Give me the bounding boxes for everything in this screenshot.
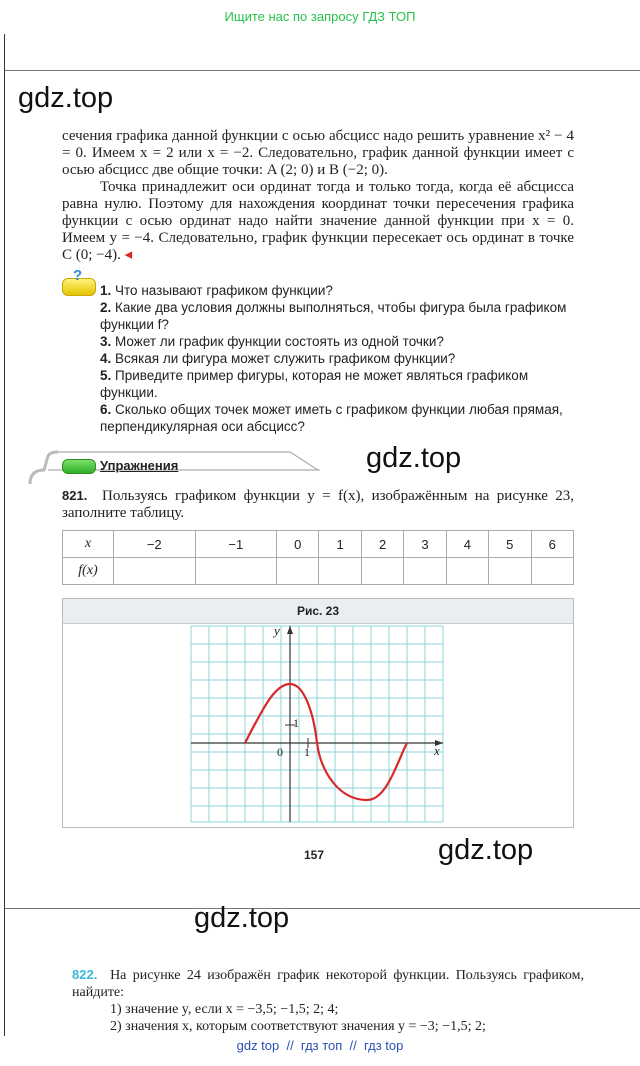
table-header-x: x: [63, 531, 114, 558]
exercise-821: [62, 487, 574, 522]
table-cell-empty: [446, 558, 488, 585]
exercise-text: Пользуясь графиком функции y = f(x), изображённым на рисунке 23, заполните таблицу.: [62, 488, 574, 521]
y-axis-arrow-icon: [287, 626, 293, 634]
watermark: gdz.top: [366, 442, 462, 474]
exercise-822: [72, 966, 584, 1035]
watermark: gdz.top: [194, 902, 290, 934]
y-axis-label: y: [274, 623, 280, 638]
question-item: 2. Какие два условия должны выполняться, чтобы фигура была графиком функции f?: [100, 300, 567, 332]
exercise-text: На рисунке 24 изображён график некоторой функции. Пользуясь графиком, найдите:: [72, 968, 584, 1000]
table-cell-empty: [319, 558, 361, 585]
footer-links[interactable]: gdz top // гдз топ // гдз top: [236, 1038, 404, 1053]
question-item: 1. Что называют графиком функции?: [100, 283, 333, 298]
table-cell-empty: [489, 558, 531, 585]
table-cell: 3: [404, 531, 446, 558]
table-cell-empty: [404, 558, 446, 585]
watermark: gdz.top: [438, 834, 534, 866]
watermark: gdz.top: [18, 82, 114, 114]
exercises-heading: Упражнения: [100, 458, 179, 473]
figure-23: [62, 598, 574, 828]
question-item: 3. Может ли график функции состоять из одной точки?: [100, 334, 444, 349]
table-cell: 6: [531, 531, 574, 558]
question-item: 6. Сколько общих точек может иметь с графиком функции любая прямая, перпендикулярная оси абсцисс?: [100, 402, 563, 434]
question-item: 4. Всякая ли фигура может служить графиком функции?: [100, 351, 456, 366]
table-cell-empty: [361, 558, 403, 585]
origin-label: 0: [277, 745, 283, 759]
table-cell: 4: [446, 531, 488, 558]
table-cell-empty: [195, 558, 277, 585]
figure-title: Рис. 23: [63, 599, 573, 624]
table-cell: −1: [195, 531, 277, 558]
page-border-left: [4, 908, 5, 1036]
x-axis-label: x: [434, 743, 440, 758]
paragraph: Точка принадлежит оси ординат тогда и только тогда, когда её абсцисса равна нулю. Поэтому для нахождения координат точки пересечения графика функции с осью ординат надо найти значение данной функции при x = 0. Имеем y = −4. Следовательно, график функции пересекает ось ординат в точке C (0; −4).: [62, 179, 574, 263]
function-graph: [63, 624, 573, 826]
table-cell: 5: [489, 531, 531, 558]
exercise-number: 821.: [62, 488, 88, 503]
paragraph: сечения графика данной функции с осью абсцисс надо решить уравнение x² − 4 = 0. Имеем x = 2 или x = −2. Следовательно, график данной функции имеет с осью абсцисс две общие точки: A (2; 0) и B (−2; 0).: [62, 128, 574, 178]
table-cell-empty: [114, 558, 196, 585]
questions-list: [100, 282, 572, 435]
table-cell: 1: [319, 531, 361, 558]
exercise-number: 822.: [72, 967, 98, 982]
page-border-left: [4, 34, 5, 70]
table-cell: −2: [114, 531, 196, 558]
page-number: 157: [304, 848, 325, 862]
question-item: 5. Приведите пример фигуры, которая не может являться графиком функции.: [100, 368, 529, 400]
table-row: [63, 531, 574, 558]
table-cell-empty: [531, 558, 574, 585]
unit-x-label: 1: [304, 745, 310, 759]
table-cell: 0: [277, 531, 319, 558]
exercise-item: 1) значение y, если x = −3,5; −1,5; 2; 4;: [110, 1002, 339, 1017]
value-table: [62, 530, 574, 585]
table-cell: 2: [361, 531, 403, 558]
function-curve: [245, 684, 407, 800]
grid: [191, 626, 443, 822]
table-row: [63, 558, 574, 585]
table-header-fx: f(x): [63, 558, 114, 585]
page-divider-bottom: [4, 908, 640, 909]
exercise-item: 2) значения x, которым соответствуют значения y = −3; −1,5; 2;: [110, 1019, 486, 1034]
top-banner: Ищите нас по запросу ГДЗ ТОП: [224, 9, 416, 24]
unit-y-label: 1: [293, 716, 299, 730]
page-border-left: [4, 70, 5, 908]
theory-text: [62, 128, 574, 264]
question-icon: ?: [62, 278, 96, 296]
exercises-badge-icon: [62, 459, 96, 474]
page-divider-top: [4, 70, 640, 71]
end-marker-icon: ◂: [124, 247, 133, 263]
table-cell-empty: [277, 558, 319, 585]
